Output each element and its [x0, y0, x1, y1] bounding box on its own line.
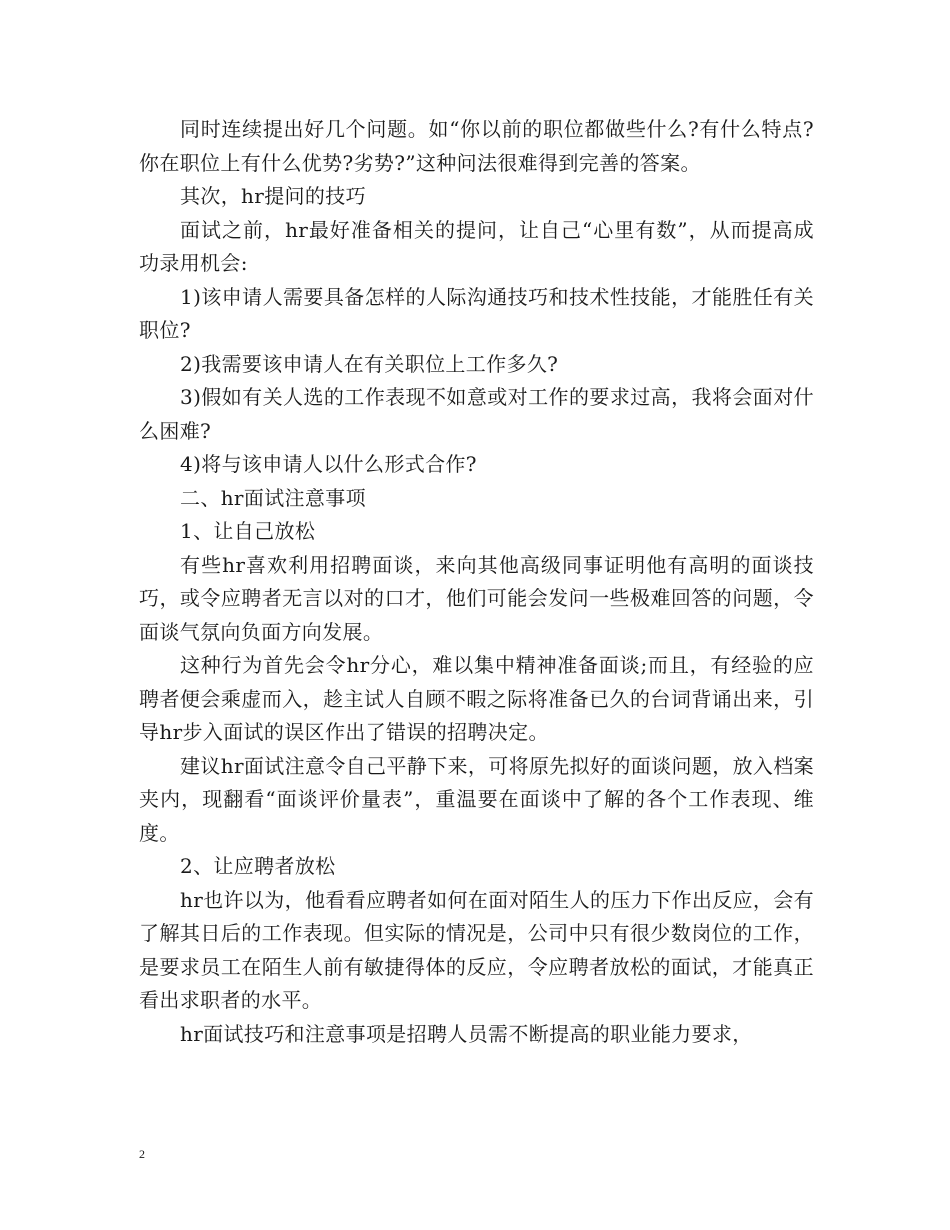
- paragraph: 面试之前，hr最好准备相关的提问，让自己“心里有数”，从而提高成功录用机会:: [139, 217, 814, 275]
- paragraph: 建议hr面试注意令自己平静下来，可将原先拟好的面谈问题，放入档案夹内，现翻看“面谈评价量表”，重温要在面谈中了解的各个工作表现、维度。: [139, 753, 815, 845]
- list-item: 1)该申请人需要具备怎样的人际沟通技巧和技术性技能，才能胜任有关职位?: [139, 284, 814, 342]
- page-number: 2: [139, 1147, 145, 1161]
- list-item: 3)假如有关人选的工作表现不如意或对工作的要求过高，我将会面对什么困难?: [139, 385, 814, 443]
- body-text: [139, 113, 814, 1051]
- section-heading: 二、hr面试注意事项: [180, 485, 366, 510]
- paragraph: hr也许以为，他看看应聘者如何在面对陌生人的压力下作出反应，会有了解其日后的工作表现。但实际的情况是，公司中只有很少数岗位的工作，是要求员工在陌生人前有敏捷得体的反应，令应聘者放松的面试，才能真正看出求职者的水平。: [139, 887, 814, 1012]
- paragraph: hr面试技巧和注意事项是招聘人员需不断提高的职业能力要求，: [180, 1021, 753, 1046]
- list-item: 2)我需要该申请人在有关职位上工作多久?: [180, 351, 559, 376]
- subsection-heading: 1、让自己放松: [180, 519, 316, 543]
- paragraph: 同时连续提出好几个问题。如“你以前的职位都做些什么?有什么特点?你在职位上有什么优势?劣势?”这种问法很难得到完善的答案。: [139, 117, 814, 175]
- subsection-heading: 2、让应聘者放松: [180, 854, 336, 878]
- list-item: 4)将与该申请人以什么形式合作?: [180, 452, 477, 476]
- paragraph: 有些hr喜欢利用招聘面谈，来向其他高级同事证明他有高明的面谈技巧，或令应聘者无言以对的口才，他们可能会发问一些极难回答的问题，令面谈气氛向负面方向发展。: [139, 552, 814, 644]
- paragraph: 这种行为首先会令hr分心，难以集中精神准备面谈;而且，有经验的应聘者便会乘虚而入，趁主试人自顾不暇之际将准备已久的台词背诵出来，引导hr步入面试的误区作出了错误的招聘决定。: [139, 653, 814, 744]
- section-heading: 其次，hr提问的技巧: [180, 184, 366, 208]
